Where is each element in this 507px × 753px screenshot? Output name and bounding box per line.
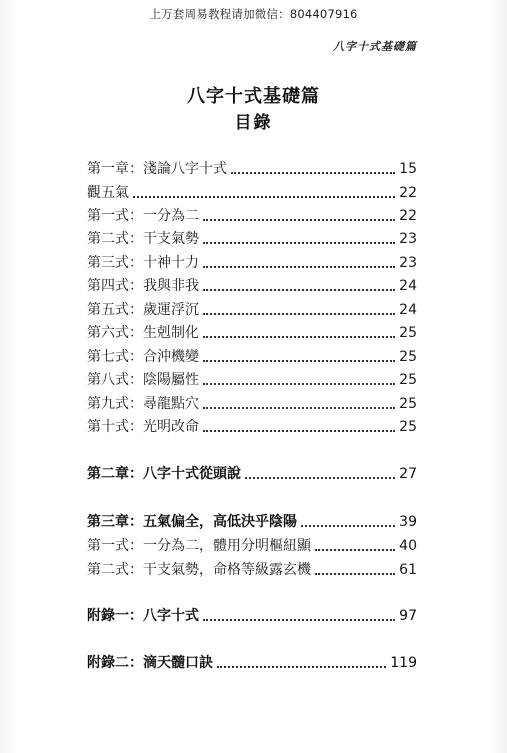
toc-dot-leader	[203, 336, 395, 338]
toc-entry	[87, 180, 417, 202]
toc-dot-leader	[203, 619, 395, 621]
toc-entry	[87, 273, 417, 295]
toc-entry	[87, 367, 417, 389]
page-title: 八字十式基礎篇	[187, 86, 320, 107]
toc-entry	[87, 320, 417, 342]
watermark-text: 上万套周易教程请加微信：804407916	[149, 7, 358, 21]
toc-dot-leader	[315, 573, 395, 575]
toc-entry	[87, 603, 417, 625]
toc-entry-label: 第七式：合沖機變	[87, 349, 199, 365]
toc-dot-leader	[203, 266, 395, 268]
toc-entry-page: 24	[399, 302, 417, 318]
toc-dot-leader	[203, 430, 395, 432]
toc-dot-leader	[245, 477, 395, 479]
toc-entry	[87, 414, 417, 436]
toc-entry-page: 22	[399, 208, 417, 224]
toc-entry-page: 27	[399, 466, 417, 482]
toc-entry-label: 第五式：歲運浮沉	[87, 302, 199, 318]
toc-entry-page: 97	[399, 608, 417, 624]
toc-dot-leader	[203, 313, 395, 315]
toc-entry-page: 61	[399, 562, 417, 578]
toc-entry	[87, 344, 417, 366]
toc-entry-page: 25	[399, 325, 417, 341]
toc-entry-label: 第一式：一分為二	[87, 208, 199, 224]
toc-entry-label: 第三章：五氣偏全，高低決乎陰陽	[87, 514, 297, 530]
toc-entry-label: 第二式：干支氣勢	[87, 231, 199, 247]
toc-entry	[87, 557, 417, 579]
toc-entry-page: 39	[399, 514, 417, 530]
toc-entry	[87, 203, 417, 225]
toc-entry-page: 24	[399, 278, 417, 294]
toc-entry-page: 25	[399, 419, 417, 435]
toc-entry-page: 119	[390, 655, 417, 671]
toc-dot-leader	[203, 289, 395, 291]
toc-entry-page: 15	[399, 161, 417, 177]
toc-entry-page: 40	[399, 538, 417, 554]
page-subtitle: 目錄	[234, 113, 273, 133]
toc-entry	[87, 461, 417, 483]
toc-entry	[87, 533, 417, 555]
toc-dot-leader	[315, 549, 395, 551]
toc-entry-page: 23	[399, 231, 417, 247]
toc-entry-label: 第一式：一分為二，體用分明樞紐顯	[87, 538, 311, 554]
toc-entry	[87, 650, 417, 672]
toc-entry-page: 25	[399, 349, 417, 365]
toc-entry-label: 觀五氣	[87, 185, 129, 201]
toc-entry	[87, 297, 417, 319]
toc-entry	[87, 509, 417, 531]
toc-entry	[87, 156, 417, 178]
toc-entry-label: 第一章：淺論八字十式	[87, 161, 227, 177]
toc-dot-leader	[203, 360, 395, 362]
toc-entry-page: 25	[399, 372, 417, 388]
toc-dot-leader	[217, 666, 386, 668]
toc-dot-leader	[301, 525, 395, 527]
running-header: 八字十式基礎篇	[333, 40, 417, 53]
toc-entry-page: 22	[399, 185, 417, 201]
toc-entry-label: 第二章：八字十式從頭說	[87, 466, 241, 482]
toc-entry-label: 第六式：生剋制化	[87, 325, 199, 341]
toc-entry-label: 附錄一：八字十式	[87, 608, 199, 624]
toc-entry-label: 第九式：尋龍點穴	[87, 396, 199, 412]
toc-entry-label: 第四式：我與非我	[87, 278, 199, 294]
toc-entry	[87, 391, 417, 413]
toc-dot-leader	[203, 219, 395, 221]
toc-entry-label: 第三式：十神十力	[87, 255, 199, 271]
toc-entry-label: 附錄二：滴天髓口訣	[87, 655, 213, 671]
toc-entry-label: 第八式：陰陽屬性	[87, 372, 199, 388]
toc-entry-page: 23	[399, 255, 417, 271]
toc-dot-leader	[231, 172, 395, 174]
toc-entry-label: 第十式：光明改命	[87, 419, 199, 435]
toc-dot-leader	[203, 407, 395, 409]
toc-entry	[87, 226, 417, 248]
toc-dot-leader	[203, 242, 395, 244]
toc-entry-label: 第二式：干支氣勢，命格等級露玄機	[87, 562, 311, 578]
toc-dot-leader	[133, 196, 395, 198]
toc-entry	[87, 250, 417, 272]
toc-dot-leader	[203, 383, 395, 385]
toc-entry-page: 25	[399, 396, 417, 412]
